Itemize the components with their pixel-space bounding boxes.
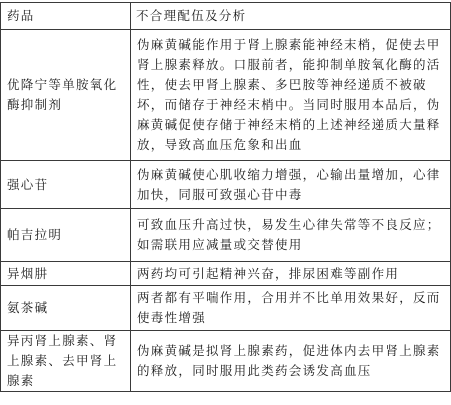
drug-cell: 帕吉拉明 xyxy=(1,209,131,262)
table-row xyxy=(1,30,451,161)
table-row xyxy=(1,161,451,209)
drug-cell: 强心苷 xyxy=(1,161,131,209)
analysis-cell: 两者都有平喘作用，合用并不比单用效果好，反而使毒性增强 xyxy=(131,286,451,331)
drug-cell: 氨茶碱 xyxy=(1,286,131,331)
analysis-cell: 两药均可引起精神兴奋，排尿困难等副作用 xyxy=(131,262,451,286)
table-header-row xyxy=(1,3,451,30)
table-row xyxy=(1,262,451,286)
analysis-cell: 伪麻黄碱使心肌收缩力增强，心输出量增加，心律加快，同服可致强心苷中毒 xyxy=(131,161,451,209)
table-row xyxy=(1,286,451,331)
drug-cell: 异丙肾上腺素、肾上腺素、去甲肾上腺素 xyxy=(1,331,131,392)
analysis-cell: 伪麻黄碱能作用于肾上腺素能神经末梢，促使去甲肾上腺素释放。口服前者，能抑制单胺氧化酶的活性，使去甲肾上腺素、多巴胺等神经递质不被破坏，而储存于神经末梢中。当同时服用本品后，伪麻黄碱促使存储于神经末梢的上述神经递质大量释放，导致高血压危象和出血 xyxy=(131,30,451,161)
header-analysis: 不合理配伍及分析 xyxy=(131,3,451,30)
table-row xyxy=(1,331,451,392)
header-drug: 药品 xyxy=(1,3,131,30)
drug-interaction-table xyxy=(0,2,451,392)
drug-cell: 异烟肼 xyxy=(1,262,131,286)
table-row xyxy=(1,209,451,262)
drug-cell: 优降宁等单胺氧化酶抑制剂 xyxy=(1,30,131,161)
analysis-cell: 可致血压升高过快，易发生心律失常等不良反应；如需联用应减量或交替使用 xyxy=(131,209,451,262)
analysis-cell: 伪麻黄碱是拟肾上腺素药，促进体内去甲肾上腺素的释放，同时服用此类药会诱发高血压 xyxy=(131,331,451,392)
